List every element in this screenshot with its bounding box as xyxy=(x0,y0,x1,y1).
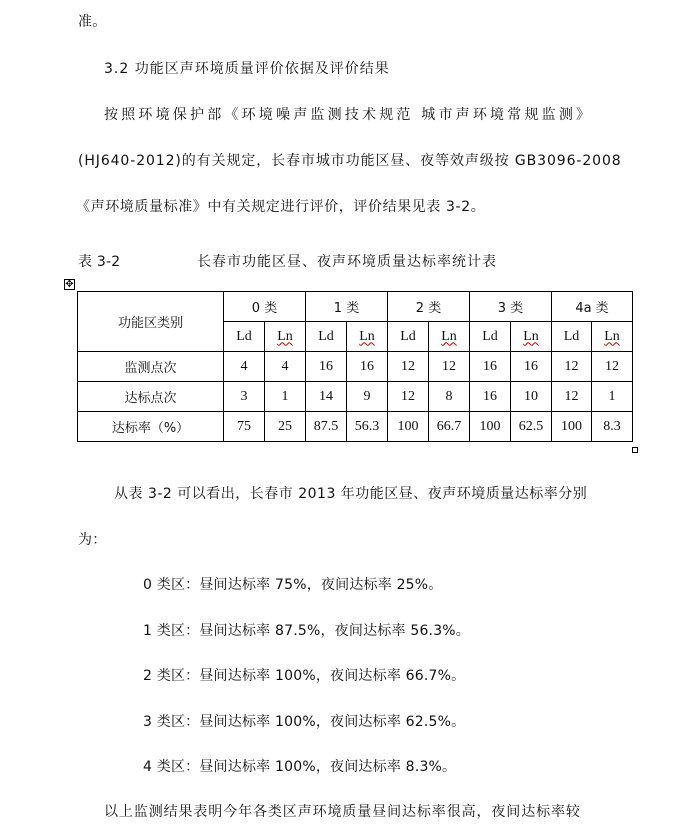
subheader-ld: Ld xyxy=(552,322,592,352)
corner-header: 功能区类别 xyxy=(78,292,224,352)
table-cell: 75 xyxy=(224,412,265,442)
table-cell: 16 xyxy=(347,352,388,382)
table-cell: 1 xyxy=(265,382,306,412)
table-cell: 12 xyxy=(552,382,592,412)
row-label: 达标率（%） xyxy=(78,412,224,442)
table-cell: 100 xyxy=(552,412,592,442)
analysis-intro-line: 为： xyxy=(78,532,107,548)
row-label: 达标点次 xyxy=(78,382,224,412)
paragraph-line: 《声环境质量标准》中有关规定进行评价，评价结果见表 3-2。 xyxy=(76,199,486,215)
table-cell: 12 xyxy=(388,352,429,382)
table-cell: 16 xyxy=(470,352,511,382)
table-cell: 12 xyxy=(388,382,429,412)
table-cell: 16 xyxy=(511,352,552,382)
table-caption-label: 表 3-2 xyxy=(78,254,121,270)
table-cell: 87.5 xyxy=(306,412,347,442)
table-cell: 56.3 xyxy=(347,412,388,442)
analysis-item: 0 类区：昼间达标率 75%，夜间达标率 25%。 xyxy=(143,577,443,593)
paragraph-line: (HJ640-2012)的有关规定，长春市城市功能区昼、夜等效声级按 GB3096-2008 xyxy=(78,153,622,169)
table-cell: 66.7 xyxy=(429,412,470,442)
subheader-ld: Ld xyxy=(388,322,429,352)
table-cell: 25 xyxy=(265,412,306,442)
table-cell: 4 xyxy=(224,352,265,382)
table-header-row xyxy=(78,292,633,322)
table-cell: 12 xyxy=(429,352,470,382)
table-cell: 8.3 xyxy=(592,412,633,442)
table-cell: 10 xyxy=(511,382,552,412)
section-heading: 3.2 功能区声环境质量评价依据及评价结果 xyxy=(104,61,390,77)
paragraph-tail: 准。 xyxy=(78,14,107,30)
subheader-ln: Ln xyxy=(523,328,539,344)
group-header: 0 类 xyxy=(224,292,306,322)
subheader-ld: Ld xyxy=(224,322,265,352)
row-label: 监测点次 xyxy=(78,352,224,382)
table-cell: 100 xyxy=(470,412,511,442)
group-header: 2 类 xyxy=(388,292,470,322)
analysis-item: 2 类区：昼间达标率 100%，夜间达标率 66.7%。 xyxy=(143,668,466,684)
subheader-ln: Ln xyxy=(277,328,293,344)
subheader-ld: Ld xyxy=(306,322,347,352)
paragraph-line: 按照环境保护部《环境噪声监测技术规范 城市声环境常规监测》 xyxy=(104,107,594,123)
table-cell: 8 xyxy=(429,382,470,412)
table-cell: 9 xyxy=(347,382,388,412)
conclusion-line: 以上监测结果表明今年各类区声环境质量昼间达标率很高，夜间达标率较 xyxy=(104,804,581,820)
table-cell: 3 xyxy=(224,382,265,412)
table-cell: 16 xyxy=(470,382,511,412)
group-header: 3 类 xyxy=(470,292,552,322)
table-caption-title: 长春市功能区昼、夜声环境质量达标率统计表 xyxy=(197,254,497,270)
table-row xyxy=(78,352,633,382)
table-row xyxy=(78,412,633,442)
analysis-intro-line: 从表 3-2 可以看出，长春市 2013 年功能区昼、夜声环境质量达标率分别 xyxy=(114,486,588,502)
table-cell: 12 xyxy=(592,352,633,382)
subheader-ln: Ln xyxy=(441,328,457,344)
table-cell: 100 xyxy=(388,412,429,442)
table-move-handle-icon[interactable]: ✥ xyxy=(65,279,74,290)
table-cell: 14 xyxy=(306,382,347,412)
analysis-item: 4 类区：昼间达标率 100%，夜间达标率 8.3%。 xyxy=(143,759,457,775)
table-cell: 16 xyxy=(306,352,347,382)
table-cell: 12 xyxy=(552,352,592,382)
analysis-item: 3 类区：昼间达标率 100%，夜间达标率 62.5%。 xyxy=(143,714,466,730)
analysis-item: 1 类区：昼间达标率 87.5%，夜间达标率 56.3%。 xyxy=(143,623,471,639)
subheader-ld: Ld xyxy=(470,322,511,352)
subheader-ln: Ln xyxy=(359,328,375,344)
table-cell: 1 xyxy=(592,382,633,412)
group-header: 1 类 xyxy=(306,292,388,322)
table-cell: 62.5 xyxy=(511,412,552,442)
subheader-ln: Ln xyxy=(604,328,620,344)
group-header: 4a 类 xyxy=(552,292,633,322)
table-resize-handle[interactable] xyxy=(632,447,638,453)
table-cell: 4 xyxy=(265,352,306,382)
table-row xyxy=(78,382,633,412)
compliance-table xyxy=(77,291,633,442)
